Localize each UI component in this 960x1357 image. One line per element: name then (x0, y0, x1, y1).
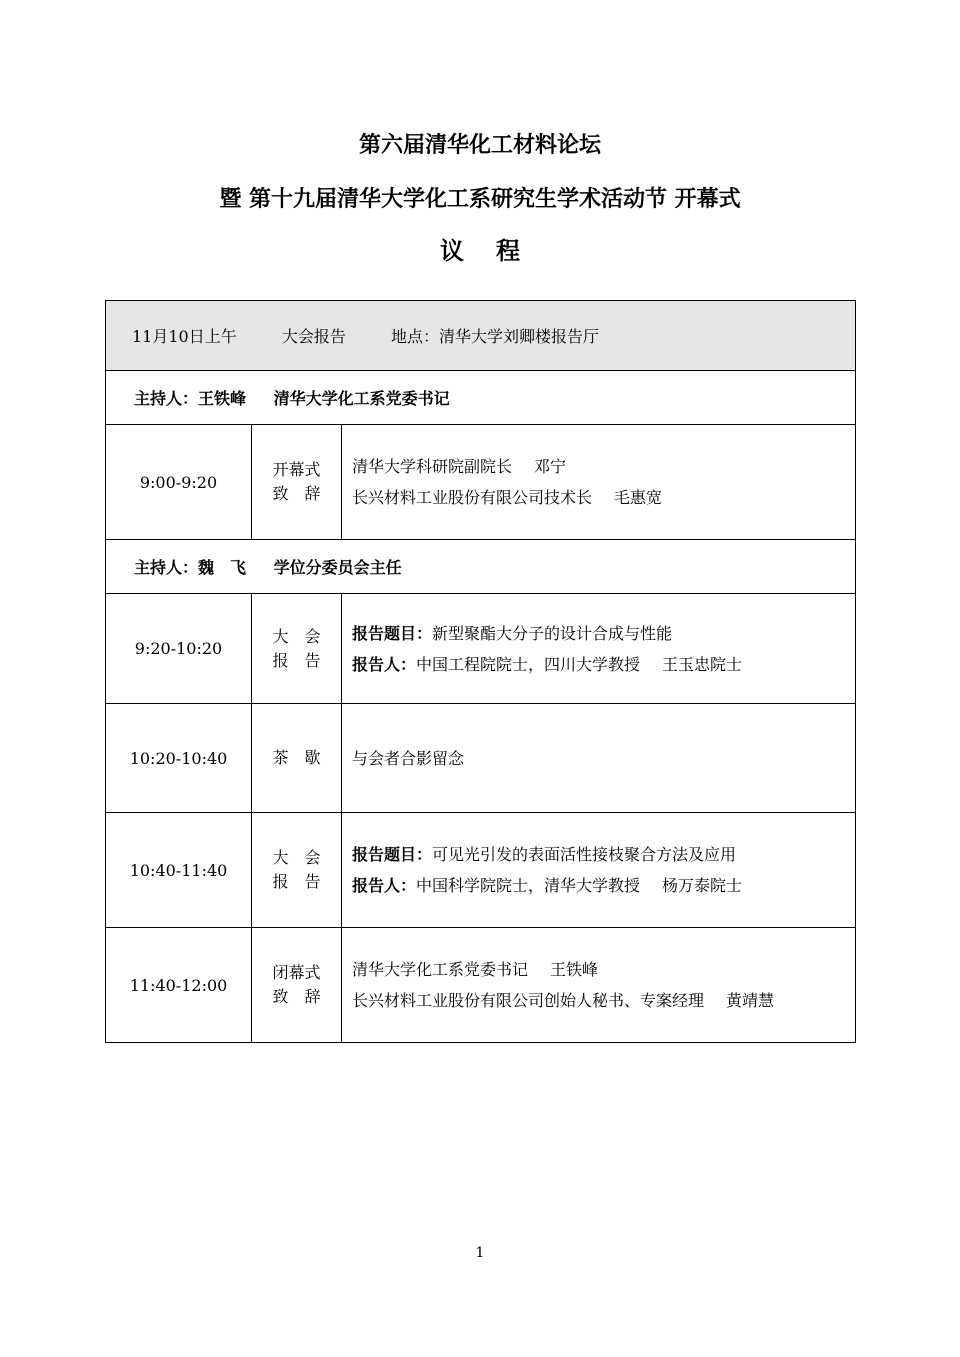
report-topic-label: 报告题目： (352, 845, 433, 864)
speaker-position: 清华大学化工系党委书记 (352, 960, 529, 979)
type-line: 报 告 (272, 650, 321, 670)
agenda-row (106, 704, 856, 813)
agenda-table (105, 300, 856, 1043)
detail-cell (342, 704, 856, 813)
time-cell: 9:00-9:20 (106, 425, 252, 540)
session-location: 地点：清华大学刘卿楼报告厅 (390, 327, 599, 346)
host-title: 学位分委员会主任 (273, 558, 402, 577)
detail-cell (342, 813, 856, 928)
speaker-name: 邓宁 (534, 457, 567, 476)
speaker-line (352, 985, 855, 1016)
speaker-position: 长兴材料工业股份有限公司技术长 (352, 488, 593, 507)
host-cell (106, 540, 856, 594)
type-cell (252, 928, 342, 1043)
reporter-name: 杨万泰院士 (662, 876, 743, 895)
agenda-row (106, 813, 856, 928)
type-line: 大 会 (272, 626, 321, 646)
host-cell (106, 371, 856, 425)
type-line: 致 辞 (272, 484, 321, 503)
opening-ceremony-title: 暨 第十九届清华大学化工系研究生学术活动节 开幕式 (219, 187, 741, 212)
detail-cell (342, 425, 856, 540)
speaker-name: 毛惠宽 (614, 488, 663, 507)
forum-title: 第六届清华化工材料论坛 (358, 133, 601, 158)
speaker-line (352, 954, 855, 985)
session-header-row (106, 301, 856, 371)
reporter-affiliation: 中国工程院院士，四川大学教授 (416, 654, 641, 674)
agenda-row (106, 594, 856, 704)
host-row (106, 371, 856, 425)
time-cell: 9:20-10:20 (106, 594, 252, 704)
agenda-row (106, 928, 856, 1043)
detail-cell (342, 594, 856, 704)
session-name: 大会报告 (281, 327, 346, 346)
type-line: 大 会 (272, 848, 321, 867)
break-note: 与会者合影留念 (352, 748, 465, 768)
type-line: 开幕式 (272, 460, 321, 479)
speaker-line (352, 451, 855, 482)
host-row (106, 540, 856, 594)
speaker-name: 黄靖慧 (726, 991, 775, 1010)
speaker-name: 王铁峰 (550, 960, 599, 979)
report-topic: 可见光引发的表面活性接枝聚合方法及应用 (432, 845, 737, 864)
host-name: 主持人：王铁峰 (134, 389, 247, 408)
report-topic-line (352, 839, 855, 870)
type-line: 致 辞 (272, 987, 321, 1006)
speaker-position: 长兴材料工业股份有限公司创始人秘书、专案经理 (352, 991, 705, 1010)
host-name: 主持人：魏 飞 (134, 558, 247, 577)
report-topic-label: 报告题目： (352, 623, 433, 643)
time-cell: 11:40-12:00 (106, 928, 252, 1043)
type-cell (252, 813, 342, 928)
time-cell: 10:40-11:40 (106, 813, 252, 928)
speaker-position: 清华大学科研院副院长 (352, 457, 513, 476)
reporter-label: 报告人： (352, 654, 417, 674)
type-cell (252, 425, 342, 540)
time-cell: 10:20-10:40 (106, 704, 252, 813)
reporter-name: 王玉忠院士 (662, 654, 743, 674)
report-topic-line (352, 618, 855, 649)
speaker-line (352, 482, 855, 513)
agenda-row (106, 425, 856, 540)
type-cell (252, 704, 342, 813)
page-number: 1 (475, 1245, 485, 1261)
reporter-affiliation: 中国科学院院士，清华大学教授 (416, 876, 641, 895)
report-topic: 新型聚酯大分子的设计合成与性能 (432, 623, 673, 643)
reporter-line (352, 870, 855, 901)
session-date: 11月10日上午 (132, 327, 237, 346)
detail-cell (342, 928, 856, 1043)
reporter-line (352, 649, 855, 680)
agenda-heading: 议程 (440, 237, 552, 265)
reporter-label: 报告人： (352, 876, 417, 895)
type-cell (252, 594, 342, 704)
type-line: 报 告 (272, 872, 321, 891)
type-line: 茶 歇 (272, 748, 321, 767)
type-line: 闭幕式 (272, 963, 321, 982)
session-header-cell (106, 301, 856, 371)
host-title: 清华大学化工系党委书记 (273, 389, 450, 408)
